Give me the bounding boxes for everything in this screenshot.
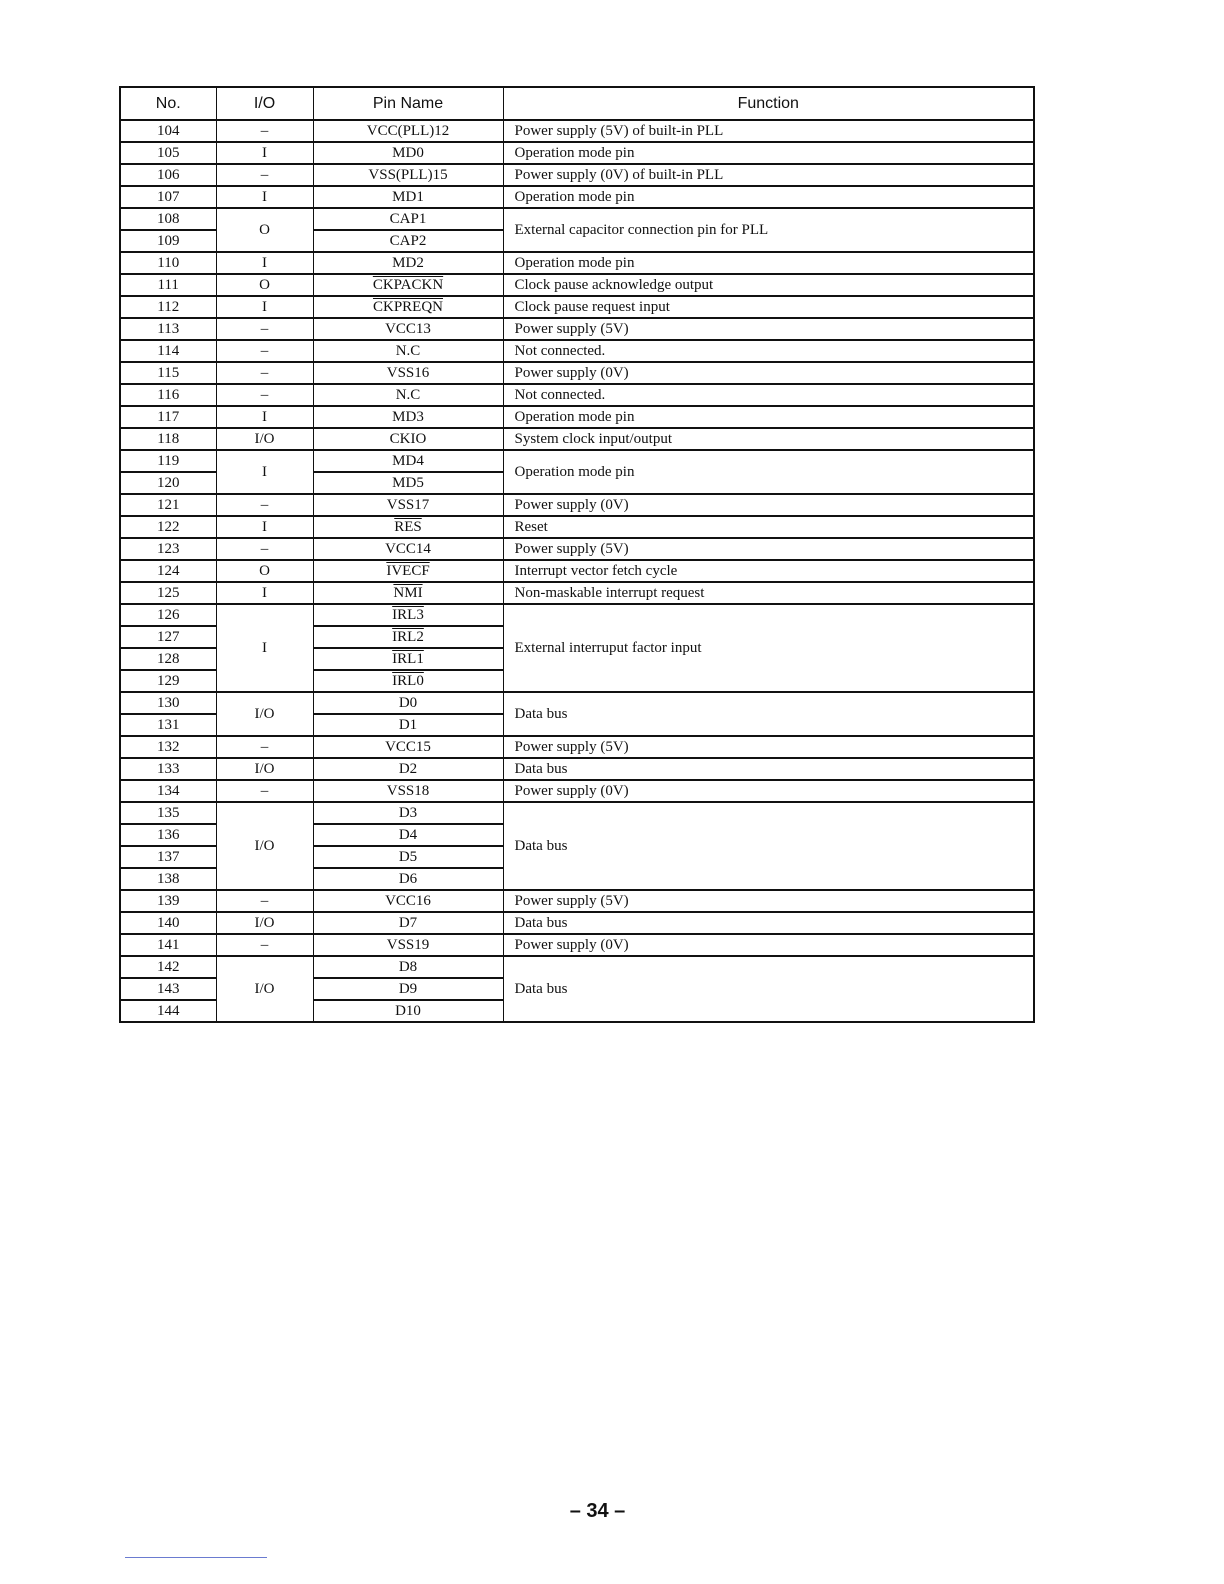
pin-function: Operation mode pin — [503, 406, 1034, 428]
table-row — [120, 362, 1034, 384]
header-io: I/O — [216, 87, 313, 120]
pin-name: N.C — [313, 340, 503, 362]
pin-io: I — [216, 142, 313, 164]
pin-name: D2 — [313, 758, 503, 780]
pin-name: VSS17 — [313, 494, 503, 516]
pin-function: Operation mode pin — [503, 142, 1034, 164]
pin-number: 144 — [120, 1000, 216, 1022]
pin-io: O — [216, 274, 313, 296]
pin-function: Interrupt vector fetch cycle — [503, 560, 1034, 582]
pin-io: – — [216, 164, 313, 186]
pin-number: 140 — [120, 912, 216, 934]
pin-name: N.C — [313, 384, 503, 406]
pin-function: Power supply (5V) of built-in PLL — [503, 120, 1034, 142]
table-row — [120, 582, 1034, 604]
header-pin-name: Pin Name — [313, 87, 503, 120]
pin-number: 132 — [120, 736, 216, 758]
pin-number: 142 — [120, 956, 216, 978]
pin-io: I — [216, 516, 313, 538]
pin-number: 114 — [120, 340, 216, 362]
pin-io: I — [216, 450, 313, 494]
pin-number: 110 — [120, 252, 216, 274]
pin-name: VCC14 — [313, 538, 503, 560]
pin-number: 120 — [120, 472, 216, 494]
table-row — [120, 120, 1034, 142]
pin-number: 127 — [120, 626, 216, 648]
pin-name: D7 — [313, 912, 503, 934]
pin-io: – — [216, 362, 313, 384]
pin-number: 135 — [120, 802, 216, 824]
pin-name: VSS18 — [313, 780, 503, 802]
pin-function: Operation mode pin — [503, 450, 1034, 494]
pin-number: 129 — [120, 670, 216, 692]
pin-name: D3 — [313, 802, 503, 824]
pin-function: Clock pause request input — [503, 296, 1034, 318]
pin-io: I/O — [216, 692, 313, 736]
pin-function: Power supply (0V) — [503, 494, 1034, 516]
table-header-row — [120, 87, 1034, 120]
pin-function: Power supply (0V) — [503, 934, 1034, 956]
pin-name: MD3 — [313, 406, 503, 428]
header-no: No. — [120, 87, 216, 120]
pin-name — [313, 296, 503, 318]
pin-name: D8 — [313, 956, 503, 978]
pin-io: – — [216, 494, 313, 516]
pin-number: 143 — [120, 978, 216, 1000]
pin-io: I/O — [216, 912, 313, 934]
pin-number: 116 — [120, 384, 216, 406]
pin-function: Not connected. — [503, 384, 1034, 406]
table-row — [120, 736, 1034, 758]
pin-name: MD5 — [313, 472, 503, 494]
pin-number: 124 — [120, 560, 216, 582]
footer-rule — [125, 1557, 267, 1558]
pin-io: – — [216, 384, 313, 406]
table-row — [120, 890, 1034, 912]
pin-function: Data bus — [503, 802, 1034, 890]
pin-number: 118 — [120, 428, 216, 450]
pin-number: 131 — [120, 714, 216, 736]
header-function: Function — [503, 87, 1034, 120]
pin-number: 139 — [120, 890, 216, 912]
table-row — [120, 252, 1034, 274]
pin-name-overline: IRL2 — [392, 629, 424, 645]
pin-name: D10 — [313, 1000, 503, 1022]
pin-function: Not connected. — [503, 340, 1034, 362]
pin-number: 117 — [120, 406, 216, 428]
pin-io: – — [216, 890, 313, 912]
table-row — [120, 340, 1034, 362]
pin-io: I — [216, 252, 313, 274]
pin-number: 126 — [120, 604, 216, 626]
table-row — [120, 934, 1034, 956]
pin-number: 134 — [120, 780, 216, 802]
pin-name: D6 — [313, 868, 503, 890]
table-row — [120, 428, 1034, 450]
pin-name-overline: IRL1 — [392, 651, 424, 667]
pin-name: MD2 — [313, 252, 503, 274]
pin-number: 109 — [120, 230, 216, 252]
pin-name — [313, 582, 503, 604]
pin-number: 108 — [120, 208, 216, 230]
pin-number: 136 — [120, 824, 216, 846]
pin-number: 107 — [120, 186, 216, 208]
page-number: – 34 – — [569, 1500, 626, 1522]
pin-function: Clock pause acknowledge output — [503, 274, 1034, 296]
pin-function: Power supply (5V) — [503, 736, 1034, 758]
pin-name: VCC16 — [313, 890, 503, 912]
table-row — [120, 538, 1034, 560]
table-row — [120, 384, 1034, 406]
pin-io: I/O — [216, 428, 313, 450]
pin-name: MD0 — [313, 142, 503, 164]
pin-name: CKIO — [313, 428, 503, 450]
pin-number: 137 — [120, 846, 216, 868]
pin-io: I — [216, 582, 313, 604]
pin-number: 130 — [120, 692, 216, 714]
pin-name: MD1 — [313, 186, 503, 208]
pin-number: 115 — [120, 362, 216, 384]
pin-function: External capacitor connection pin for PLL — [503, 208, 1034, 252]
pin-function: Data bus — [503, 956, 1034, 1022]
pin-io: – — [216, 538, 313, 560]
pin-io: – — [216, 340, 313, 362]
pin-name: VCC(PLL)12 — [313, 120, 503, 142]
pin-number: 106 — [120, 164, 216, 186]
table-row — [120, 956, 1034, 978]
pin-name: D5 — [313, 846, 503, 868]
pin-number: 133 — [120, 758, 216, 780]
pin-number: 122 — [120, 516, 216, 538]
table-row — [120, 758, 1034, 780]
pin-name — [313, 626, 503, 648]
table-row — [120, 494, 1034, 516]
pin-name: VCC13 — [313, 318, 503, 340]
pin-function: Reset — [503, 516, 1034, 538]
pin-io: – — [216, 780, 313, 802]
table-row — [120, 780, 1034, 802]
pin-name: D0 — [313, 692, 503, 714]
pin-function: Power supply (0V) of built-in PLL — [503, 164, 1034, 186]
pin-io: I — [216, 406, 313, 428]
table-row — [120, 604, 1034, 626]
pin-function: Non-maskable interrupt request — [503, 582, 1034, 604]
pin-name — [313, 670, 503, 692]
pin-number: 123 — [120, 538, 216, 560]
pin-name — [313, 648, 503, 670]
pin-name: VSS16 — [313, 362, 503, 384]
pin-name — [313, 604, 503, 626]
table-row — [120, 164, 1034, 186]
pin-function: Data bus — [503, 692, 1034, 736]
pin-number: 141 — [120, 934, 216, 956]
pin-number: 111 — [120, 274, 216, 296]
pin-name: D9 — [313, 978, 503, 1000]
pin-function-table — [119, 86, 1035, 1023]
pin-number: 105 — [120, 142, 216, 164]
pin-function: Power supply (5V) — [503, 890, 1034, 912]
pin-io: I — [216, 296, 313, 318]
table-row — [120, 296, 1034, 318]
pin-name: MD4 — [313, 450, 503, 472]
pin-io: – — [216, 934, 313, 956]
pin-number: 104 — [120, 120, 216, 142]
pin-name: VCC15 — [313, 736, 503, 758]
pin-function: Power supply (0V) — [503, 362, 1034, 384]
pin-io: I/O — [216, 802, 313, 890]
table-row — [120, 318, 1034, 340]
pin-name: CAP1 — [313, 208, 503, 230]
pin-io: – — [216, 318, 313, 340]
table-row — [120, 208, 1034, 230]
pin-name-overline: IRL0 — [392, 673, 424, 689]
table-row — [120, 186, 1034, 208]
pin-number: 125 — [120, 582, 216, 604]
pin-name-overline: CKPREQN — [372, 299, 443, 315]
pin-name-overline: CKPACKN — [372, 277, 444, 293]
pin-name: VSS19 — [313, 934, 503, 956]
pin-number: 121 — [120, 494, 216, 516]
pin-name-overline: IVECF — [386, 563, 430, 579]
pin-name: CAP2 — [313, 230, 503, 252]
pin-name: D1 — [313, 714, 503, 736]
pin-io: O — [216, 560, 313, 582]
pin-function: Power supply (5V) — [503, 318, 1034, 340]
pin-function: External interruput factor input — [503, 604, 1034, 692]
pin-function: System clock input/output — [503, 428, 1034, 450]
pin-io: – — [216, 120, 313, 142]
pin-number: 119 — [120, 450, 216, 472]
table-row — [120, 406, 1034, 428]
table-row — [120, 450, 1034, 472]
pin-function: Power supply (5V) — [503, 538, 1034, 560]
pin-name-overline: $\overline{NMI}$ — [393, 585, 423, 601]
table-row — [120, 274, 1034, 296]
pin-function: Operation mode pin — [503, 252, 1034, 274]
table-row — [120, 912, 1034, 934]
pin-function: Operation mode pin — [503, 186, 1034, 208]
table-row — [120, 802, 1034, 824]
pin-io: I — [216, 604, 313, 692]
table-row — [120, 516, 1034, 538]
table-row — [120, 560, 1034, 582]
pin-name — [313, 516, 503, 538]
pin-name: VSS(PLL)15 — [313, 164, 503, 186]
pin-function: Data bus — [503, 912, 1034, 934]
pin-number: 112 — [120, 296, 216, 318]
pin-io: – — [216, 736, 313, 758]
pin-function: Data bus — [503, 758, 1034, 780]
pin-name — [313, 560, 503, 582]
pin-io: I/O — [216, 758, 313, 780]
pin-io: O — [216, 208, 313, 252]
pin-number: 128 — [120, 648, 216, 670]
table-row — [120, 692, 1034, 714]
pin-number: 113 — [120, 318, 216, 340]
table-row — [120, 142, 1034, 164]
pin-name-overline: $\overline{RES}$ — [394, 519, 422, 535]
pin-io: I/O — [216, 956, 313, 1022]
pin-name — [313, 274, 503, 296]
pin-function: Power supply (0V) — [503, 780, 1034, 802]
pin-io: I — [216, 186, 313, 208]
pin-name: D4 — [313, 824, 503, 846]
pin-name-overline: IRL3 — [392, 607, 424, 623]
pin-number: 138 — [120, 868, 216, 890]
